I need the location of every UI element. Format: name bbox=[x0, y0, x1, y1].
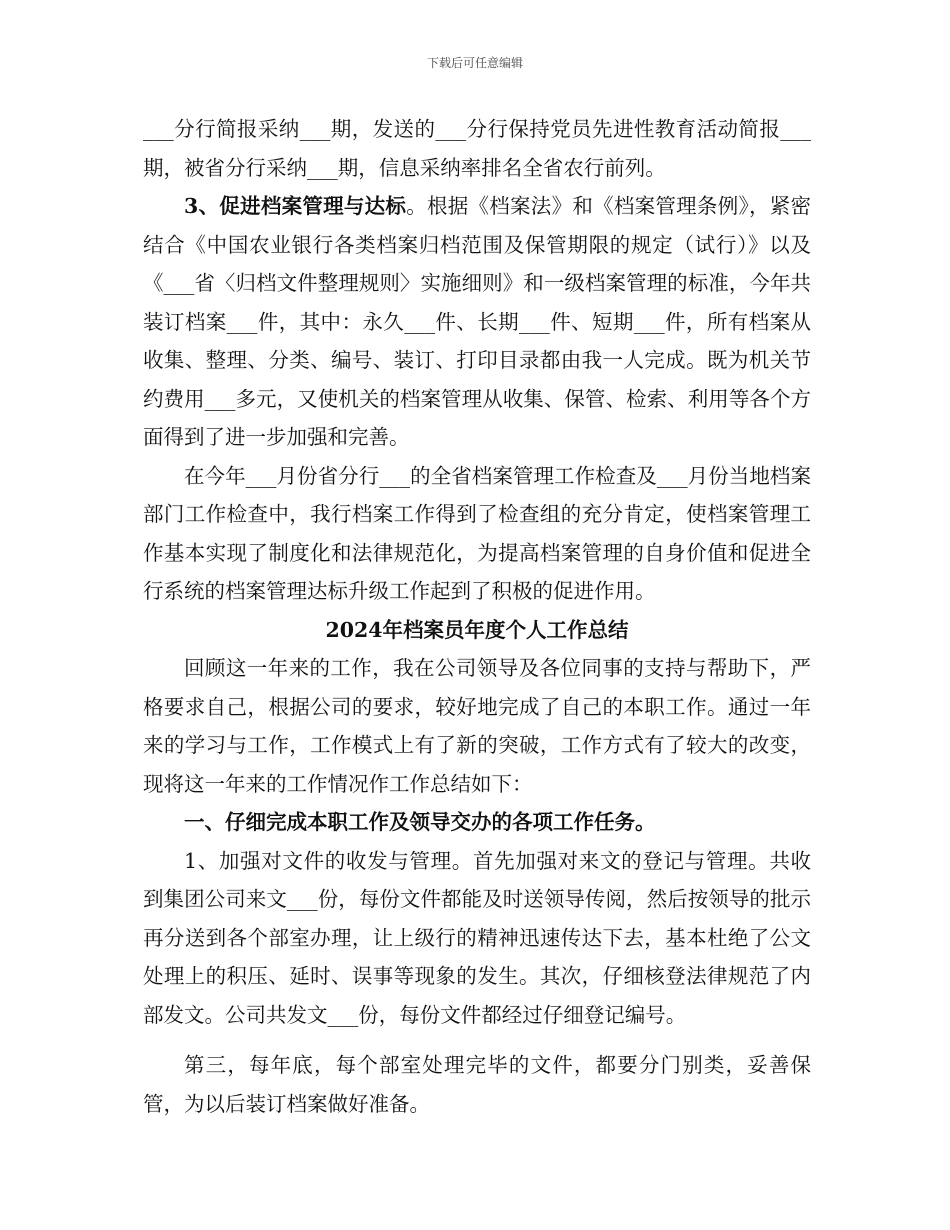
paragraph-document-handling: 1、加强对文件的收发与管理。首先加强对来文的登记与管理。共收到集团公司来文___份，每份文件都能及时送领导传阅，然后按领导的批示再分送到各个部室办理，让上级行的精神迅速传达下去，基本杜绝了公文处理上的积压、延时、误事等现象的发生。其次，仔细核登法律规范了内部发文。公司共发文___份，每份文件都经过仔细登记编号。 bbox=[143, 848, 811, 1027]
paragraph-inspection-results: 在今年___月份省分行___的全省档案管理工作检查及___月份当地档案部门工作检查中，我行档案工作得到了检查组的充分肯定，使档案管理工作基本实现了制度化和法律规范化，为提高档案管理的自身价值和促进全行系统的档案管理达标升级工作起到了积极的促进作用。 bbox=[143, 463, 811, 603]
paragraph-archive-management bbox=[143, 187, 811, 457]
section-heading: 一、仔细完成本职工作及领导交办的各项工作任务。 bbox=[184, 810, 656, 834]
document-title: 2024年档案员年度个人工作总结 bbox=[325, 617, 629, 642]
paragraph-year-end-filing: 第三，每年底，每个部室处理完毕的文件，都要分门别类，妥善保管，为以后装订档案做好准备。 bbox=[143, 1053, 811, 1116]
page-header: 下载后可任意编辑 bbox=[426, 56, 523, 70]
document-body bbox=[143, 110, 811, 1123]
paragraph-text: 。根据《档案法》和《档案管理条例》，紧密结合《中国农业银行各类档案归档范围及保管期限的规定（试行）》以及《___省〈归档文件整理规则〉实施细则》和一级档案管理的标准，今年共装订档案___件，其中：永久___件、长期___件、短期___件，所有档案从收集、整理、分类、编号、装订、打印目录都由我一人完成。既为机关节约费用___多元，又使机关的档案管理从收集、保管、检索、利用等各个方面得到了进一步加强和完善。 bbox=[143, 194, 812, 449]
paragraph-introduction: 回顾这一年来的工作，我在公司领导及各位同事的支持与帮助下，严格要求自己，根据公司的要求，较好地完成了自己的本职工作。通过一年来的学习与工作，工作模式上有了新的突破，工作方式有了较大的改变，现将这一年来的工作情况作工作总结如下： bbox=[143, 656, 811, 796]
paragraph-briefing-stats: ___分行简报采纳___期，发送的___分行保持党员先进性教育活动简报___期，被省分行采纳___期，信息采纳率排名全省农行前列。 bbox=[143, 117, 811, 180]
paragraph-lead: 3、促进档案管理与达标 bbox=[184, 194, 407, 218]
